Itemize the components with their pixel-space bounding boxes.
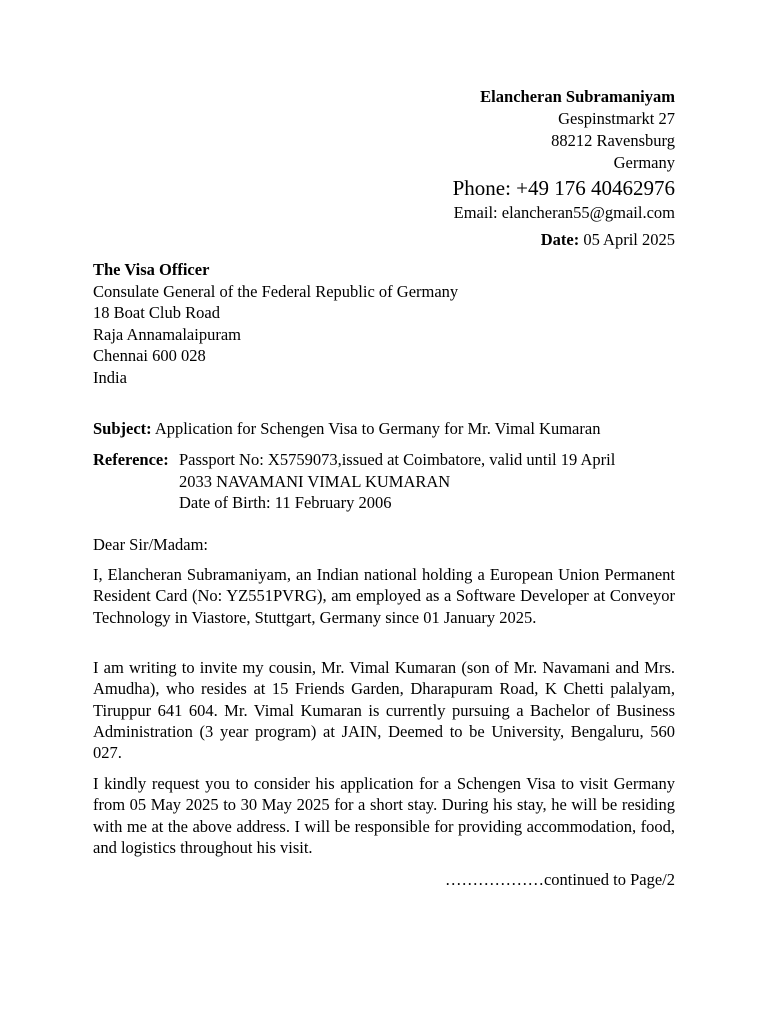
sender-country: Germany [613,153,675,172]
reference-block [93,449,679,514]
recipient-line: India [93,367,127,387]
body-paragraph: I, Elancheran Subramaniyam, an Indian national holding a European Union Permanent Resident Card (No: YZ551PVRG), am employed as a Software Developer at Conveyor Technology in Viastore, Stuttgart, Germany since 01 January 2025. [93,565,675,627]
recipient-title: The Visa Officer [93,260,210,279]
subject-line [93,418,600,440]
reference-body [179,449,679,514]
reference-line: Passport No: X5759073,issued at Coimbatore, valid until 19 April [179,450,616,469]
sender-address-block [453,86,675,224]
date-label: Date: [540,230,580,249]
date-value: 05 April 2025 [579,230,675,249]
salutation: Dear Sir/Madam: [93,535,209,554]
sender-phone: Phone: +49 176 40462976 [452,176,675,200]
reference-label: Reference: [93,450,169,469]
sender-email: Email: elancheran55@gmail.com [453,203,675,222]
letter-date [541,229,675,251]
sender-city: 88212 Ravensburg [551,131,675,150]
reference-line: Date of Birth: 11 February 2006 [179,493,392,512]
body-paragraph: I kindly request you to consider his application for a Schengen Visa to visit Germany from 05 May 2025 to 30 May 2025 for a short stay. During his stay, he will be residing with me at the above address. I will be responsible for providing accommodation, food, and logistics throughout his visit. [93,774,675,857]
recipient-line: Raja Annamalaipuram [93,324,241,344]
reference-line: 2033 NAVAMANI VIMAL KUMARAN [179,471,451,491]
sender-street: Gespinstmarkt 27 [558,109,675,128]
body-paragraph: I am writing to invite my cousin, Mr. Vimal Kumaran (son of Mr. Navamani and Mrs. Amudha), who resides at 15 Friends Garden, Dharapuram Road, K Chetti palalyam, Tiruppur 641 604. Mr. Vimal Kumaran is currently pursuing a Bachelor of Business Administration (3 year program) at JAIN, Deemed to be University, Bengaluru, 560 027. [93,658,675,763]
recipient-line: Chennai 600 028 [93,346,206,365]
recipient-address-block [93,259,458,388]
continued-note: ………………continued to Page/2 [444,870,675,889]
sender-name: Elancheran Subramaniyam [480,87,675,106]
subject-text: Application for Schengen Visa to Germany for Mr. Vimal Kumaran [151,419,601,438]
recipient-line: 18 Boat Club Road [93,303,220,322]
recipient-line: Consulate General of the Federal Republic of Germany [93,281,459,301]
subject-label: Subject: [93,419,152,438]
